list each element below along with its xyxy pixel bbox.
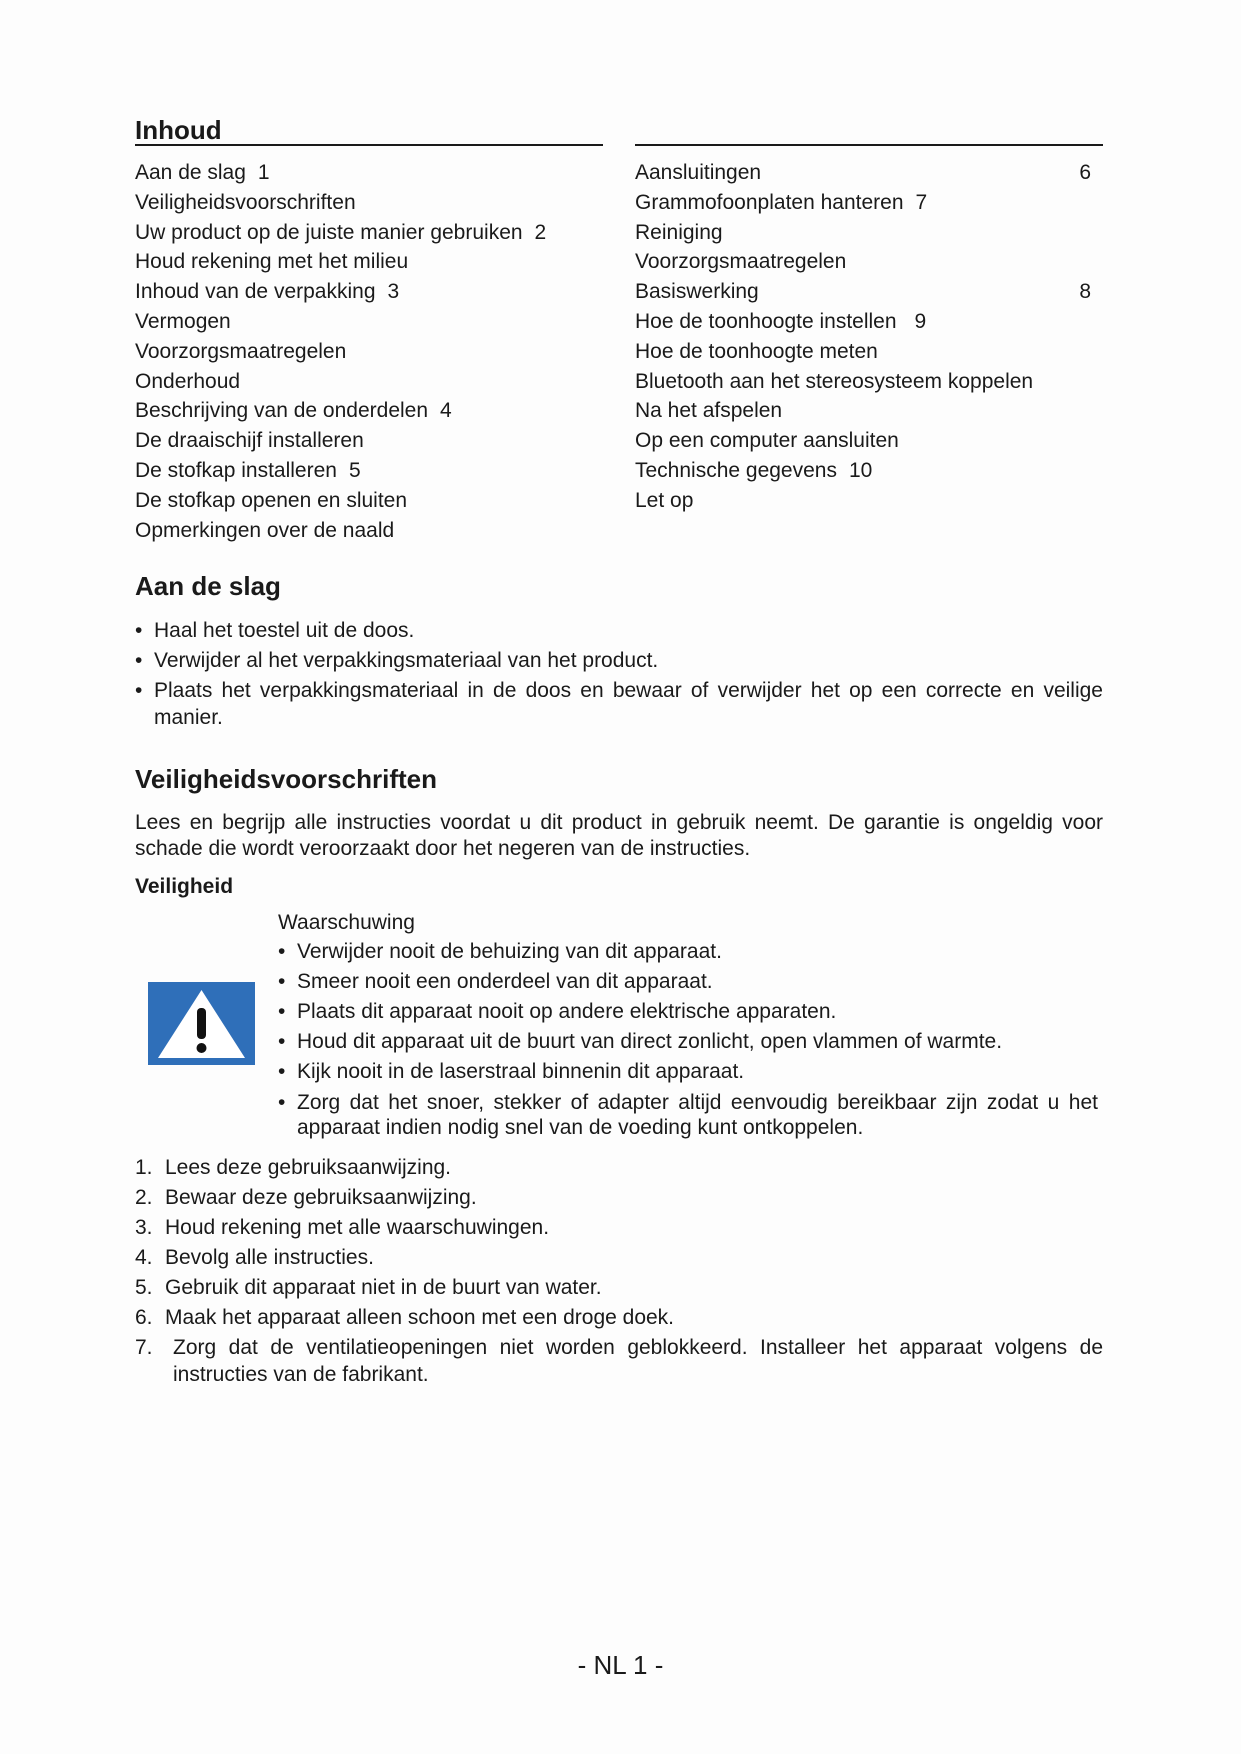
- list-item: • Haal het toestel uit de doos.: [135, 617, 1103, 644]
- safety-subheading: Veiligheid: [135, 875, 234, 898]
- toc-entry: Veiligheidsvoorschriften: [135, 190, 356, 214]
- toc-entry: Voorzorgsmaatregelen: [135, 339, 347, 363]
- toc-entry: Hoe de toonhoogte meten: [635, 339, 878, 363]
- toc-left-column: [135, 158, 605, 545]
- aan-de-slag-list: [135, 617, 1103, 734]
- toc-entry: Aansluitingen 6: [635, 161, 1091, 184]
- toc-entry: De stofkap openen en sluiten: [135, 488, 408, 512]
- safety-numbered-list: [135, 1154, 1103, 1391]
- toc-entry: Beschrijving van de onderdelen 4: [135, 399, 452, 423]
- toc-entry: Opmerkingen over de naald: [135, 518, 395, 542]
- list-item: • Houd dit apparaat uit de buurt van direct zonlicht, open vlammen of warmte.: [278, 1028, 1098, 1055]
- list-item: • Kijk nooit in de laserstraal binnenin dit apparaat.: [278, 1058, 1098, 1085]
- toc-entry: Hoe de toonhoogte instellen 9: [635, 309, 927, 333]
- toc-entry: Voorzorgsmaatregelen: [635, 250, 847, 274]
- safety-intro: Lees en begrijp alle instructies voordat u dit product in gebruik neemt. De garantie is ongeldig voor schade die wordt veroorzaakt door het negeren van de instructies.: [135, 811, 1103, 860]
- list-item: 4. Bevolg alle instructies.: [135, 1246, 374, 1269]
- toc-heading: [135, 116, 603, 146]
- list-item: • Verwijder al het verpakkingsmateriaal van het product.: [135, 647, 1103, 674]
- toc-title: Inhoud: [135, 115, 222, 145]
- list-item: • Zorg dat het snoer, stekker of adapter altijd eenvoudig bereikbaar zijn zodat u het apparaat indien nodig snel van de voeding kunt ontkoppelen.: [278, 1090, 1098, 1140]
- toc-entry: De draaischijf installeren: [135, 429, 364, 453]
- page-number: - NL 1 -: [577, 1650, 664, 1680]
- toc-entry: Op een computer aansluiten: [635, 429, 899, 453]
- list-item: 1. Lees deze gebruiksaanwijzing.: [135, 1156, 452, 1179]
- toc-entry: Technische gegevens 10: [635, 458, 873, 482]
- list-item: 5. Gebruik dit apparaat niet in de buurt van water.: [135, 1276, 602, 1299]
- toc-entry: Let op: [635, 488, 694, 512]
- toc-entry: Houd rekening met het milieu: [135, 250, 409, 274]
- list-item: • Smeer nooit een onderdeel van dit apparaat.: [278, 968, 1098, 995]
- list-item: 2. Bewaar deze gebruiksaanwijzing.: [135, 1186, 477, 1209]
- warning-title: Waarschuwing: [278, 911, 415, 934]
- list-item: 3. Houd rekening met alle waarschuwingen.: [135, 1216, 550, 1239]
- toc-entry: Basiswerking 8: [635, 280, 1091, 304]
- list-item: 7. Zorg dat de ventilatieopeningen niet worden geblokkeerd. Installeer het apparaat volgens de instructies van de fabrikant.: [135, 1336, 1103, 1386]
- toc-entry: Grammofoonplaten hanteren 7: [635, 190, 928, 214]
- toc-entry: Onderhoud: [135, 369, 241, 393]
- list-item: • Verwijder nooit de behuizing van dit apparaat.: [278, 938, 1098, 965]
- list-item: • Plaats het verpakkingsmateriaal in de doos en bewaar of verwijder het op een correcte en veilige manier.: [135, 677, 1103, 731]
- warning-list: [278, 938, 1098, 1143]
- toc-entry: Reiniging: [635, 220, 723, 244]
- toc-entry: Vermogen: [135, 309, 231, 333]
- section-title-veiligheidsvoorschriften: Veiligheidsvoorschriften: [135, 764, 437, 794]
- warning-triangle-icon: [148, 982, 255, 1065]
- toc-heading-rule: [635, 116, 1103, 146]
- toc-entry: Aan de slag 1: [135, 161, 270, 184]
- list-item: 6. Maak het apparaat alleen schoon met een droge doek.: [135, 1306, 675, 1329]
- section-title-aan-de-slag: Aan de slag: [135, 571, 281, 601]
- list-item: • Plaats dit apparaat nooit op andere elektrische apparaten.: [278, 998, 1098, 1025]
- toc-entry: Uw product op de juiste manier gebruiken 2: [135, 220, 547, 244]
- toc-entry: Inhoud van de verpakking 3: [135, 280, 400, 304]
- toc-entry: De stofkap installeren 5: [135, 458, 361, 482]
- toc-entry: Bluetooth aan het stereosysteem koppelen: [635, 369, 1034, 393]
- toc-entry: Na het afspelen: [635, 399, 783, 423]
- toc-right-column: [635, 158, 1103, 516]
